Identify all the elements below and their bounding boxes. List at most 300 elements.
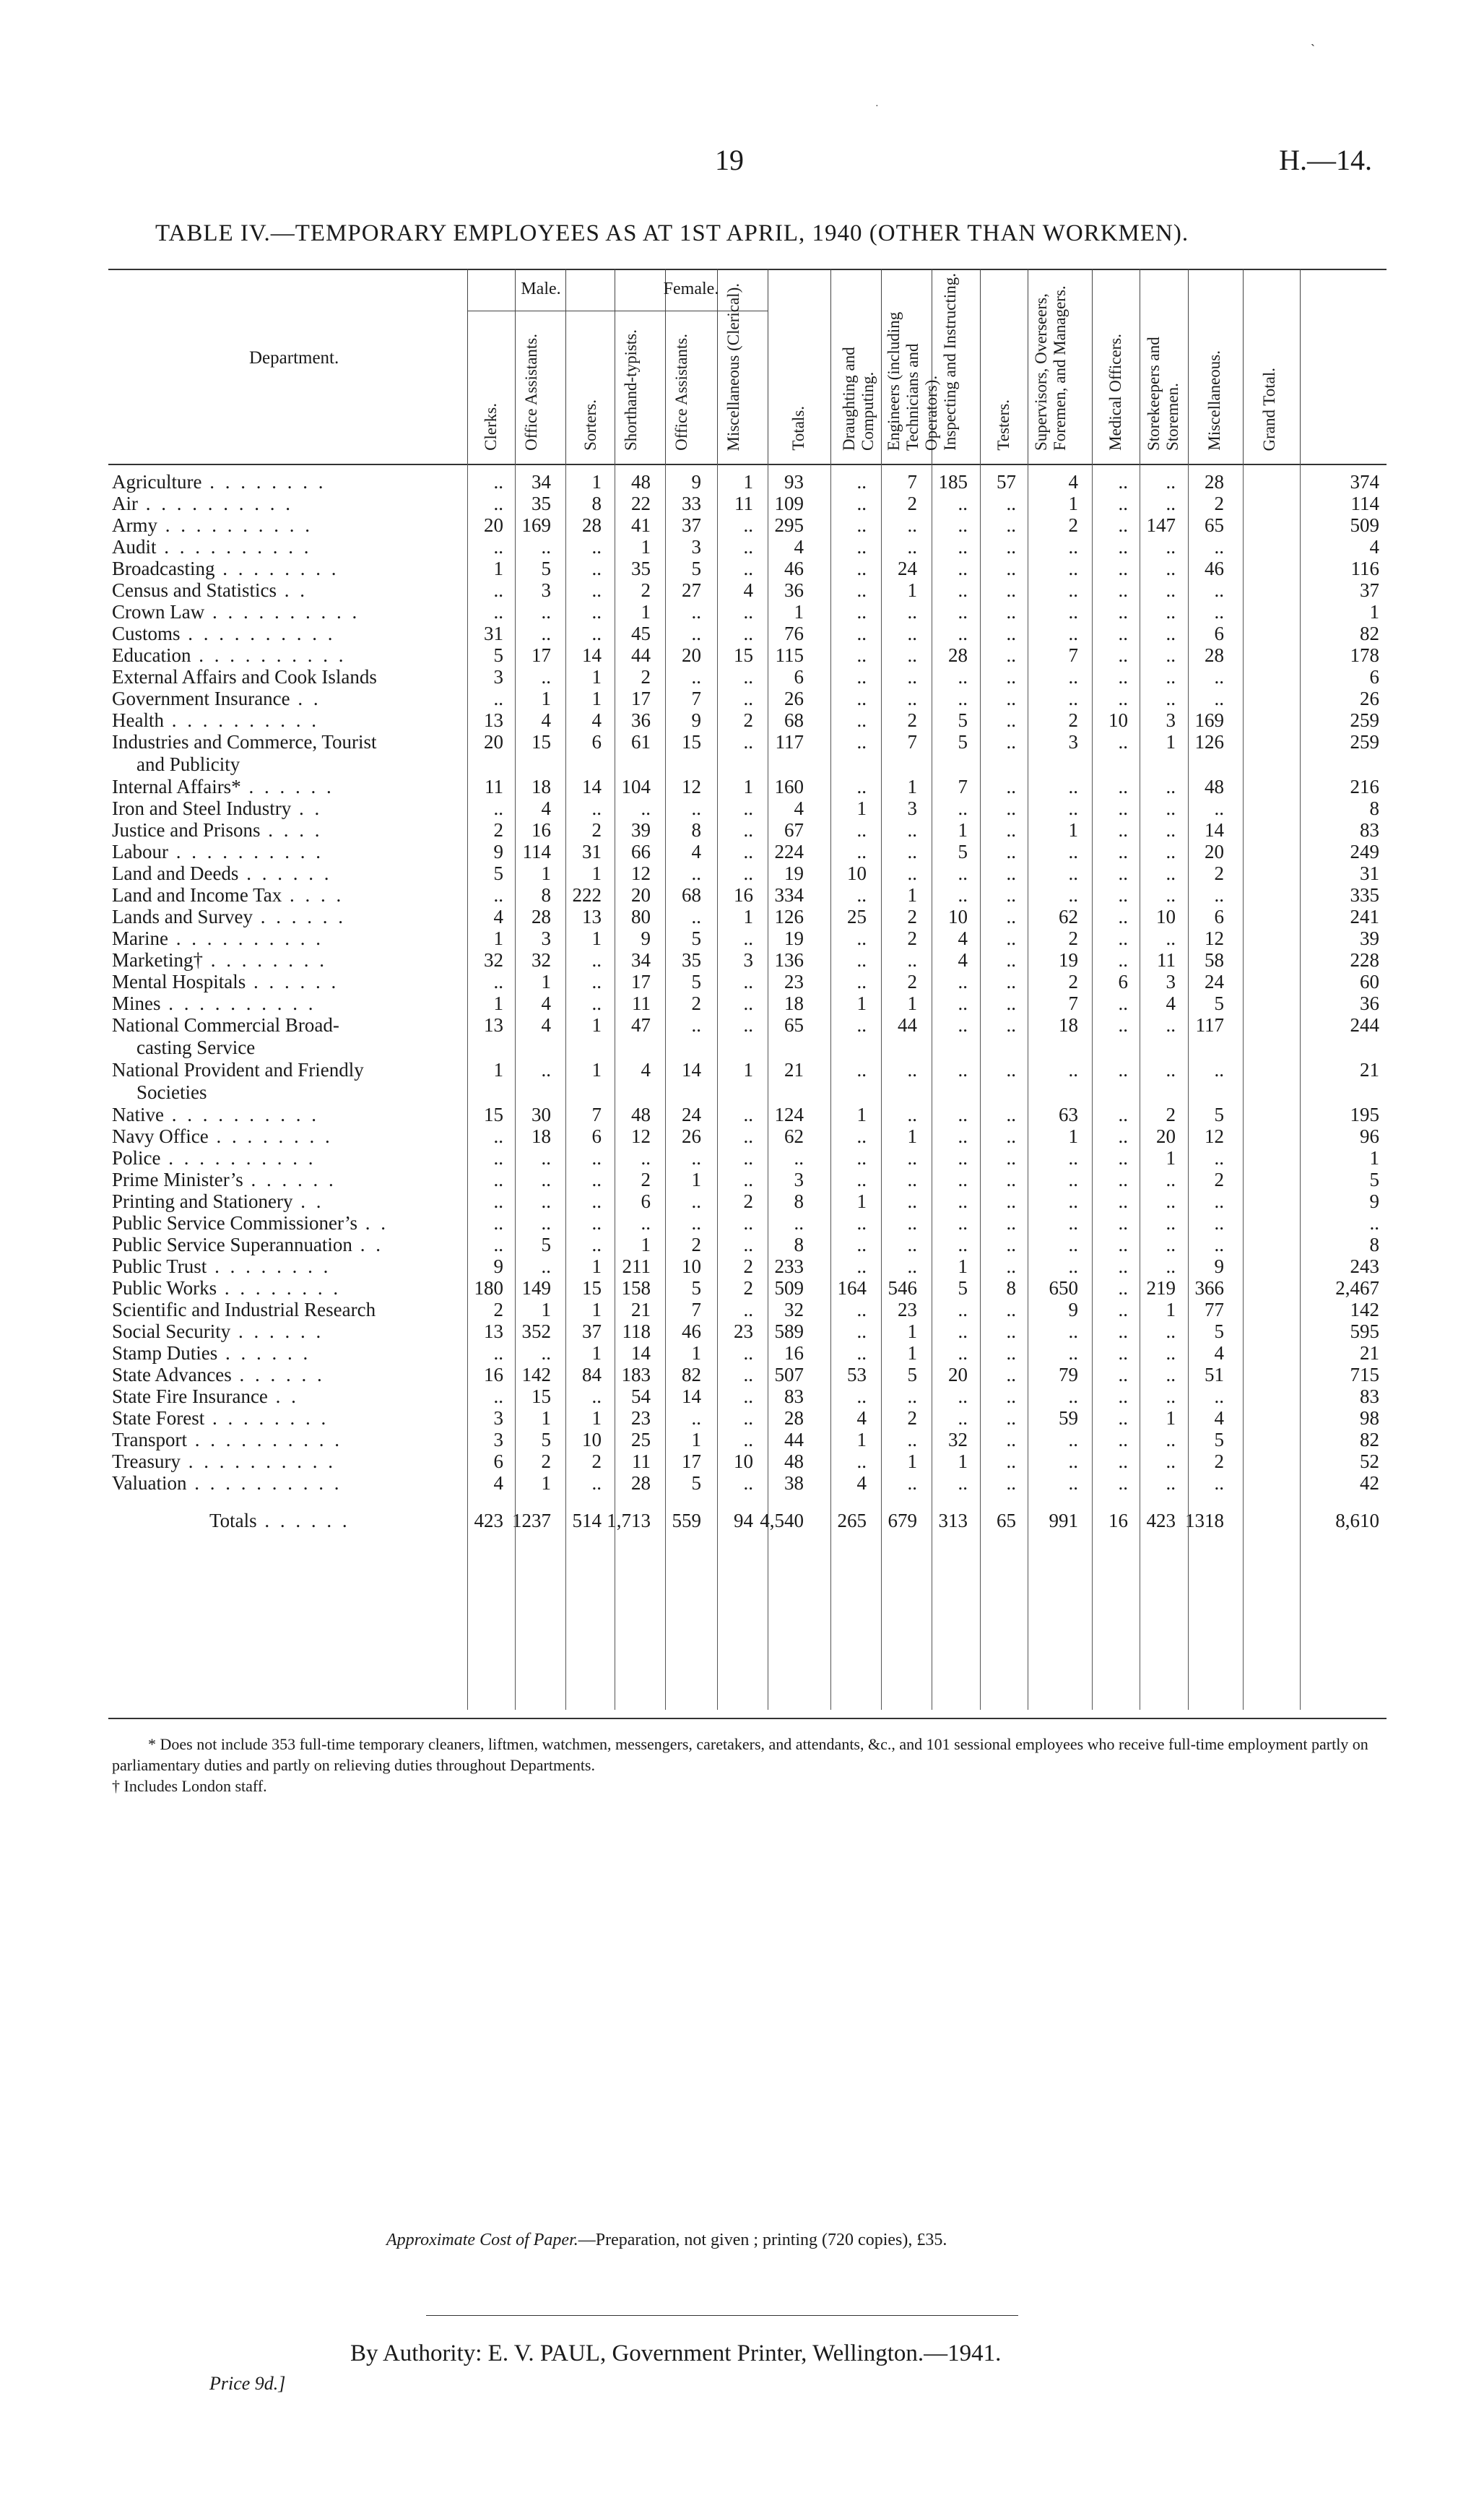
cell-medical-officers: .. [1118, 1299, 1128, 1320]
cell-sorters: 1 [591, 1342, 602, 1364]
cell-inspecting: 5 [958, 1277, 968, 1299]
cell-engineers: 2 [907, 971, 917, 993]
department-name-text: Army [112, 514, 157, 536]
table-row [0, 666, 1484, 688]
department-name [112, 601, 469, 623]
cell-shorthand-typists: 2 [641, 579, 651, 601]
cell-sorters: 1 [591, 927, 602, 949]
cell-male-office-assistants: .. [541, 1169, 551, 1190]
cell-storekeepers: 3 [1166, 709, 1176, 731]
cell-clerks: 1 [493, 558, 503, 579]
cell-inspecting: 7 [958, 776, 968, 797]
table-row [0, 1385, 1484, 1407]
cell-grand-total: 216 [1350, 776, 1379, 797]
department-name [112, 1450, 469, 1473]
cell-engineers: 1 [907, 776, 917, 797]
cell-miscellaneous: 5 [1214, 1320, 1224, 1342]
cell-supervisors: .. [1068, 1342, 1078, 1364]
leader-dots: . . . . . . . . . . [163, 709, 319, 731]
col-divider [830, 269, 831, 464]
cell-clerks: 32 [484, 949, 503, 971]
cell-shorthand-typists: 54 [631, 1385, 651, 1407]
table-title: TABLE IV.—TEMPORARY EMPLOYEES AS AT 1ST APRIL, 1940 (OTHER THAN WORKMEN). [155, 220, 1189, 246]
cell-engineers: .. [907, 644, 917, 666]
cell-testers: .. [1006, 579, 1016, 601]
department-name-text: External Affairs and Cook Islands [112, 666, 377, 688]
cell-testers: .. [1006, 1104, 1016, 1125]
cell-clerks: 180 [474, 1277, 503, 1299]
cell-sorters: 14 [582, 776, 602, 797]
cell-sorters: 1 [591, 688, 602, 709]
leader-dots: . . . . . . . . . . [138, 493, 293, 514]
cell-grand-total: 259 [1350, 709, 1379, 731]
table-row [0, 1125, 1484, 1147]
cell-shorthand-typists: 1 [641, 1234, 651, 1255]
cell-misc-clerical: 11 [734, 493, 753, 514]
cell-grand-total: 31 [1360, 862, 1379, 884]
cell-misc-clerical: .. [743, 731, 753, 753]
leader-dots: . . . . . . . . . . [168, 927, 324, 949]
cell-sorters: 84 [582, 1364, 602, 1385]
cell-storekeepers: .. [1166, 623, 1176, 644]
cell-male-office-assistants: 5 [541, 1429, 551, 1450]
cell-storekeepers: 1 [1166, 1147, 1176, 1169]
department-name-text: Valuation [112, 1472, 187, 1494]
cell-storekeepers: 2 [1166, 1104, 1176, 1125]
department-name [112, 1407, 469, 1430]
cell-male-office-assistants: 4 [541, 1014, 551, 1036]
cell-male-office-assistants: 2 [541, 1450, 551, 1472]
cell-inspecting: .. [958, 1059, 968, 1081]
cell-female-office-assistants: 8 [691, 819, 701, 841]
cell-grand-total: 39 [1360, 927, 1379, 949]
cell-storekeepers: .. [1166, 1364, 1176, 1385]
cell-shorthand-typists: 35 [631, 558, 651, 579]
cell-inspecting: 1 [958, 1450, 968, 1472]
cell-misc-clerical: .. [743, 1014, 753, 1036]
cell-miscellaneous: 46 [1205, 558, 1224, 579]
cell-draughting: .. [856, 666, 867, 688]
cell-male-office-assistants: 142 [521, 1364, 551, 1385]
department-name-text: Industries and Commerce, Tourist [112, 731, 377, 753]
cell-clerks: .. [493, 471, 503, 493]
col-divider [565, 464, 566, 1710]
cell-misc-clerical: .. [743, 993, 753, 1014]
department-name-text: Marketing† [112, 949, 203, 971]
cell-engineers: .. [907, 601, 917, 623]
cell-grand-total: 241 [1350, 906, 1379, 927]
cell-engineers: .. [907, 1429, 917, 1450]
cell-medical-officers: .. [1118, 1450, 1128, 1472]
cell-clerks: .. [493, 971, 503, 993]
cell-inspecting: .. [958, 1342, 968, 1364]
cell-supervisors: 79 [1059, 1364, 1078, 1385]
cell-female-office-assistants: 14 [682, 1059, 701, 1081]
cell-medical-officers: .. [1118, 471, 1128, 493]
department-name-text: Agriculture [112, 471, 202, 493]
cell-miscellaneous: 117 [1195, 1014, 1224, 1036]
table-row [0, 623, 1484, 644]
cell-draughting: .. [856, 776, 867, 797]
cell-sorters: 2 [591, 819, 602, 841]
cell-medical-officers: .. [1118, 644, 1128, 666]
cell-male-office-assistants: .. [541, 1190, 551, 1212]
cell-clerks: .. [493, 884, 503, 906]
department-name-text: Audit [112, 536, 157, 558]
cell-grand-total: 8 [1369, 1234, 1379, 1255]
table-row [0, 797, 1484, 819]
cell-male-office-assistants: 3 [541, 579, 551, 601]
cell-shorthand-typists: 28 [631, 1472, 651, 1494]
footnote-asterisk: * Does not include 353 full-time temporary cleaners, liftmen, watchmen, messengers, caretakers, and attendants, &c., and 101 sessional employees who receive full-time employment partly on parliamentary duties and partly on relieving duties throughout Departments. [112, 1735, 1368, 1774]
cell-clerks: .. [493, 1147, 503, 1169]
cell-clerks: 5 [493, 862, 503, 884]
leader-dots: . . . . . . [243, 1169, 337, 1190]
cell-miscellaneous: .. [1214, 601, 1224, 623]
cell-draughting: .. [856, 731, 867, 753]
col-head-male-office-assistants: Office Assistants. [522, 334, 540, 451]
cell-male-office-assistants: .. [541, 1059, 551, 1081]
table-row [0, 1407, 1484, 1429]
department-name [112, 1385, 469, 1408]
cell-engineers: 2 [907, 927, 917, 949]
cell-engineers: 23 [898, 1299, 917, 1320]
price: Price 9d.] [209, 2373, 286, 2394]
cell-grand-total: 5 [1369, 1169, 1379, 1190]
cell-storekeepers: .. [1166, 1385, 1176, 1407]
cell-engineers: 44 [898, 1014, 917, 1036]
cell-engineers: 1 [907, 1342, 917, 1364]
cell-sorters: 8 [591, 493, 602, 514]
leader-dots: . . . . . . . . [207, 1255, 331, 1277]
cell-clerks: 9 [493, 1255, 503, 1277]
cell-male-office-assistants: 35 [531, 493, 551, 514]
cell-misc-clerical: .. [743, 514, 753, 536]
cell-female-office-assistants: 27 [682, 579, 701, 601]
cell-clerks: 13 [484, 1014, 503, 1036]
cell-inspecting: .. [958, 1169, 968, 1190]
cell-shorthand-typists: 11 [632, 1450, 651, 1472]
cell-sorters: 6 [591, 731, 602, 753]
cell-storekeepers: 423 [1146, 1510, 1176, 1531]
cell-engineers: .. [907, 1169, 917, 1190]
col-head-sorters: Sorters. [581, 399, 599, 451]
cell-testers: .. [1006, 1059, 1016, 1081]
cell-totals: 589 [774, 1320, 804, 1342]
cell-testers: .. [1006, 731, 1016, 753]
cell-grand-total: 1 [1369, 601, 1379, 623]
cell-supervisors: 4 [1068, 471, 1078, 493]
cell-totals: 124 [774, 1104, 804, 1125]
col-divider [980, 269, 981, 464]
cell-inspecting: 1 [958, 1255, 968, 1277]
cell-medical-officers: .. [1118, 1385, 1128, 1407]
department-name-text: Social Security [112, 1320, 231, 1342]
cell-engineers: .. [907, 1147, 917, 1169]
cell-male-office-assistants: .. [541, 1255, 551, 1277]
cell-storekeepers: .. [1166, 579, 1176, 601]
table-row [0, 688, 1484, 709]
cell-shorthand-typists: 20 [631, 884, 651, 906]
table-row [0, 1147, 1484, 1169]
cell-miscellaneous: 2 [1214, 1169, 1224, 1190]
cell-medical-officers: .. [1118, 1147, 1128, 1169]
department-name [112, 1234, 469, 1256]
cell-clerks: 15 [484, 1104, 503, 1125]
cell-inspecting: .. [958, 1407, 968, 1429]
cell-male-office-assistants: 15 [531, 1385, 551, 1407]
cell-shorthand-typists: .. [641, 1147, 651, 1169]
cell-miscellaneous: 1318 [1185, 1510, 1224, 1531]
cell-female-office-assistants: .. [691, 1407, 701, 1429]
cell-female-office-assistants: .. [691, 623, 701, 644]
col-divider [1092, 269, 1093, 464]
cell-medical-officers: .. [1118, 927, 1128, 949]
department-name-text: National Commercial Broad- [112, 1014, 339, 1036]
cell-engineers: 1 [907, 1125, 917, 1147]
cell-miscellaneous: 24 [1205, 971, 1224, 993]
cell-misc-clerical: .. [743, 1169, 753, 1190]
col-head-testers: Testers. [994, 399, 1012, 451]
cell-engineers: .. [907, 1255, 917, 1277]
cell-engineers: .. [907, 688, 917, 709]
cell-draughting: 25 [847, 906, 867, 927]
cell-inspecting: 1 [958, 819, 968, 841]
cell-miscellaneous: .. [1214, 1147, 1224, 1169]
cell-clerks: .. [493, 1169, 503, 1190]
cell-engineers: 2 [907, 493, 917, 514]
cell-male-office-assistants: 1 [541, 1299, 551, 1320]
cell-clerks: 9 [493, 841, 503, 862]
col-divider [665, 464, 666, 1710]
col-head-totals: Totals. [789, 406, 807, 451]
cell-supervisors: 19 [1059, 949, 1078, 971]
cell-female-office-assistants: 3 [691, 536, 701, 558]
department-name [112, 776, 469, 798]
department-name-text: Scientific and Industrial Research [112, 1299, 376, 1320]
cell-storekeepers: .. [1166, 558, 1176, 579]
col-divider [1243, 464, 1244, 1710]
department-name-text: Printing and Stationery [112, 1190, 293, 1212]
cell-grand-total: 26 [1360, 688, 1379, 709]
cell-shorthand-typists: 11 [632, 993, 651, 1014]
cell-sorters: .. [591, 579, 602, 601]
cell-clerks: .. [493, 601, 503, 623]
cell-draughting: .. [856, 688, 867, 709]
table-row [0, 1320, 1484, 1342]
cell-storekeepers: .. [1166, 776, 1176, 797]
cell-sorters: .. [591, 601, 602, 623]
cell-inspecting: .. [958, 1104, 968, 1125]
cell-totals: 38 [784, 1472, 804, 1494]
cell-medical-officers: .. [1118, 601, 1128, 623]
cell-draughting: .. [856, 1147, 867, 1169]
cell-grand-total: 249 [1350, 841, 1379, 862]
cell-female-office-assistants: 9 [691, 471, 701, 493]
cell-totals: 8 [794, 1190, 804, 1212]
department-name-text: Mental Hospitals [112, 971, 246, 993]
col-divider [1188, 464, 1189, 1710]
department-name [112, 1429, 469, 1451]
cell-sorters: 1 [591, 1299, 602, 1320]
cell-engineers: 2 [907, 709, 917, 731]
cell-medical-officers: .. [1118, 493, 1128, 514]
cell-female-office-assistants: 1 [691, 1342, 701, 1364]
cell-totals: 62 [784, 1125, 804, 1147]
cell-draughting: .. [856, 579, 867, 601]
cell-engineers: .. [907, 841, 917, 862]
cell-misc-clerical: 23 [734, 1320, 753, 1342]
cell-engineers: .. [907, 666, 917, 688]
cell-grand-total: 96 [1360, 1125, 1379, 1147]
cell-inspecting: 4 [958, 927, 968, 949]
department-name-text: Government Insurance [112, 688, 290, 709]
cell-totals: 1 [794, 601, 804, 623]
cell-storekeepers: .. [1166, 1014, 1176, 1036]
department-name [112, 1104, 469, 1126]
cell-clerks: .. [493, 579, 503, 601]
department-name [112, 709, 469, 732]
cell-supervisors: 650 [1049, 1277, 1078, 1299]
cell-totals: 4,540 [760, 1510, 804, 1531]
table-bottom-rule [108, 1718, 1387, 1719]
cell-draughting: 1 [856, 797, 867, 819]
cell-misc-clerical: .. [743, 1234, 753, 1255]
cell-misc-clerical: .. [743, 862, 753, 884]
department-name-text: State Fire Insurance [112, 1385, 268, 1407]
cell-medical-officers: .. [1118, 949, 1128, 971]
cell-sorters: 514 [572, 1510, 602, 1531]
table-row [0, 536, 1484, 558]
department-name [112, 1014, 469, 1059]
page-number: 19 [715, 144, 744, 176]
cell-storekeepers: .. [1166, 884, 1176, 906]
cell-shorthand-typists: 47 [631, 1014, 651, 1036]
table-row [0, 579, 1484, 601]
department-name [112, 558, 469, 580]
leader-dots: . . . . . . . . . . [157, 514, 313, 536]
cell-grand-total: 8 [1369, 797, 1379, 819]
cell-engineers: 1 [907, 1320, 917, 1342]
cell-misc-clerical: .. [743, 1299, 753, 1320]
cell-engineers: 2 [907, 1407, 917, 1429]
cell-misc-clerical: 2 [743, 1277, 753, 1299]
cell-grand-total: 37 [1360, 579, 1379, 601]
cell-miscellaneous: .. [1214, 1385, 1224, 1407]
cell-medical-officers: .. [1118, 688, 1128, 709]
cost-label: Approximate Cost of Paper. [386, 2231, 578, 2249]
cell-engineers: 679 [888, 1510, 917, 1531]
leader-dots: . . [290, 688, 321, 709]
cell-miscellaneous: 2 [1214, 493, 1224, 514]
cell-shorthand-typists: 45 [631, 623, 651, 644]
table-row [0, 862, 1484, 884]
cell-inspecting: .. [958, 623, 968, 644]
cell-testers: 8 [1006, 1277, 1016, 1299]
cell-medical-officers: .. [1118, 884, 1128, 906]
department-name-continued: casting Service [136, 1037, 256, 1058]
leader-dots: . . [267, 1385, 299, 1407]
cell-draughting: 164 [837, 1277, 867, 1299]
cell-totals: 68 [784, 709, 804, 731]
department-name-text: Education [112, 644, 191, 666]
cell-supervisors: .. [1068, 1234, 1078, 1255]
cell-grand-total: 42 [1360, 1472, 1379, 1494]
cell-medical-officers: .. [1118, 1320, 1128, 1342]
cell-female-office-assistants: 4 [691, 841, 701, 862]
cell-sorters: .. [591, 797, 602, 819]
leader-dots: . . . . . . [252, 906, 346, 927]
cell-totals: 36 [784, 579, 804, 601]
cell-male-office-assistants: 114 [522, 841, 551, 862]
col-head-medical-officers: Medical Officers. [1106, 334, 1124, 451]
cell-clerks: .. [493, 797, 503, 819]
cell-inspecting: .. [958, 993, 968, 1014]
cell-engineers: 3 [907, 797, 917, 819]
table-row [0, 1299, 1484, 1320]
table-row [0, 1059, 1484, 1104]
cell-misc-clerical: .. [743, 1125, 753, 1147]
cell-storekeepers: .. [1166, 601, 1176, 623]
cell-shorthand-typists: 211 [622, 1255, 651, 1277]
cell-inspecting: 5 [958, 709, 968, 731]
department-name-text: Crown Law [112, 601, 205, 623]
cell-supervisors: 7 [1068, 644, 1078, 666]
leader-dots: . . . . . . [246, 971, 339, 993]
cell-storekeepers: .. [1166, 1234, 1176, 1255]
cell-female-office-assistants: .. [691, 1212, 701, 1234]
cell-sorters: 6 [591, 1125, 602, 1147]
cell-totals: 224 [774, 841, 804, 862]
cell-engineers: .. [907, 623, 917, 644]
table-row [0, 1190, 1484, 1212]
cell-shorthand-typists: 22 [631, 493, 651, 514]
cell-storekeepers: .. [1166, 688, 1176, 709]
cell-draughting: .. [856, 1320, 867, 1342]
cell-engineers: 24 [898, 558, 917, 579]
cell-draughting: 1 [856, 993, 867, 1014]
leader-dots: . . . . . . [240, 776, 334, 797]
cell-sorters: .. [591, 1472, 602, 1494]
table-row [0, 644, 1484, 666]
cell-clerks: 31 [484, 623, 503, 644]
cell-testers: .. [1006, 884, 1016, 906]
cell-engineers: 1 [907, 1450, 917, 1472]
cell-sorters: 37 [582, 1320, 602, 1342]
cell-clerks: .. [493, 1234, 503, 1255]
cell-female-office-assistants: 12 [682, 776, 701, 797]
cell-draughting: .. [856, 1014, 867, 1036]
cell-medical-officers: .. [1118, 1190, 1128, 1212]
cell-male-office-assistants: 169 [521, 514, 551, 536]
cell-testers: .. [1006, 558, 1016, 579]
cell-draughting: .. [856, 949, 867, 971]
cell-female-office-assistants: 5 [691, 558, 701, 579]
department-name [112, 493, 469, 515]
cell-inspecting: .. [958, 1299, 968, 1320]
department-name-continued: and Publicity [136, 753, 240, 775]
cell-shorthand-typists: 4 [641, 1059, 651, 1081]
cell-grand-total: .. [1369, 1212, 1379, 1234]
cell-misc-clerical: 2 [743, 709, 753, 731]
cell-miscellaneous: 48 [1205, 776, 1224, 797]
cell-female-office-assistants: 5 [691, 1277, 701, 1299]
cell-totals: 28 [784, 1407, 804, 1429]
cell-supervisors: .. [1068, 797, 1078, 819]
leader-dots: . . . . . . . . [208, 1125, 333, 1147]
cell-male-office-assistants: 4 [541, 993, 551, 1014]
table-row [0, 471, 1484, 493]
